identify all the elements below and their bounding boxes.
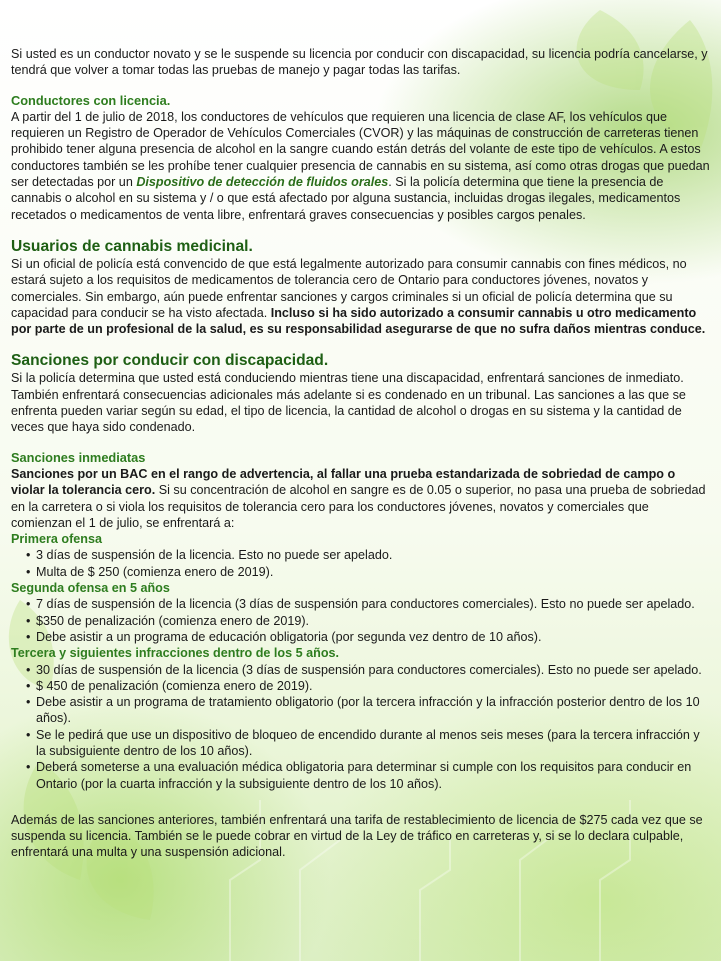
- impaired-driving-sanctions-heading: Sanciones por conducir con discapacidad.: [11, 352, 329, 370]
- oral-fluid-device-term: Dispositivo de detección de fluidos orales: [136, 175, 389, 190]
- list-item: • Multa de $ 250 (comienza enero de 2019).: [26, 564, 711, 580]
- list-item: • 7 días de suspensión de la licencia (3 días de suspensión para conductores comerciales). Esto no puede ser apelado.: [26, 596, 711, 612]
- list-item: • Debe asistir a un programa de educación obligatoria (por segunda vez dentro de 10 años).: [26, 629, 711, 645]
- document-body: [11, 46, 711, 861]
- list-item: • Se le pedirá que use un dispositivo de bloqueo de encendido durante al menos seis meses (para la tercera infracción y la subsiguiente dentro de los 10 años).: [26, 727, 711, 760]
- list-item: • 30 días de suspensión de la licencia (3 días de suspensión para conductores comerciales). Esto no puede ser apelado.: [26, 662, 711, 678]
- impaired-driving-sanctions-paragraph: Si la policía determina que usted está conduciendo mientras tiene una discapacidad, enfrentará sanciones de inmediato. También enfrentará consecuencias adicionales más adelante si es condenado en un tribunal. Las sanciones a las que se enfrenta pueden variar según su edad, el tipo de licencia, la cantidad de alcohol o drogas en su sistema y la cantidad de veces que haya sido condenado.: [11, 371, 686, 435]
- list-item: • $ 450 de penalización (comienza enero de 2019).: [26, 678, 711, 694]
- third-offense-heading: Tercera y siguientes infracciones dentro de los 5 años.: [11, 646, 340, 661]
- intro-paragraph: Si usted es un conductor novato y se le suspende su licencia por conducir con discapacidad, su licencia podría cancelarse, y tendrá que volver a tomar todas las pruebas de manejo y pagar todas las tarifas.: [11, 47, 708, 78]
- list-item: • Deberá someterse a una evaluación médica obligatoria para determinar si cumple con los requisitos para conducir en Ontario (por la cuarta infracción y la subsiguiente dentro de los 10 años).: [26, 759, 711, 792]
- immediate-sanctions-heading: Sanciones inmediatas: [11, 449, 146, 465]
- third-offense-list: [11, 662, 711, 792]
- list-item: • 3 días de suspensión de la licencia. Esto no puede ser apelado.: [26, 547, 711, 563]
- closing-paragraph: Además de las sanciones anteriores, también enfrentará una tarifa de restablecimiento de licencia de $275 cada vez que se suspenda su licencia. También se le puede cobrar en virtud de la Ley de tráfico en carreteras y, si se lo declara culpable, enfrentará una multa y una suspensión adicional.: [11, 812, 703, 860]
- first-offense-list: [11, 547, 711, 580]
- list-item: • $350 de penalización (comienza enero de 2019).: [26, 613, 711, 629]
- list-item: • Debe asistir a un programa de tratamiento obligatorio (por la tercera infracción y la infracción posterior dentro de los 10 años).: [26, 694, 711, 727]
- medical-cannabis-heading: Usuarios de cannabis medicinal.: [11, 237, 253, 255]
- second-offense-list: [11, 596, 711, 645]
- second-offense-heading: Segunda ofensa en 5 años: [11, 581, 170, 596]
- licensed-drivers-heading: Conductores con licencia.: [11, 92, 171, 108]
- licensed-drivers-paragraph: A partir del 1 de julio de 2018, los conductores de vehículos que requieren una licencia de clase AF, los vehículos que requieren un Registro de Operador de Vehículos Comerciales (CVOR) y las máquinas de construcción de carreteras tienen prohibido tener alguna presencia de alcohol en la sangre cuando están detrás del volante de este tipo de vehículos. A estos conductores también se les prohíbe tener cualquier presencia de cannabis en su sistema, así como otras drogas que puedan ser detectadas por un Dispositivo de detección de fluidos orales. Si la policía determina que tiene la presencia de cannabis o alcohol en su sistema y / o que está afectado por alguna sustancia, incluidas drogas ilegales, medicamentos recetados o medicamentos de venta libre, enfrentará graves consecuencias y posibles cargos penales.: [11, 109, 710, 222]
- medical-cannabis-paragraph: Si un oficial de policía está convencido de que está legalmente autorizado para consumir cannabis con fines médicos, no estará sujeto a los requisitos de medicamentos de tolerancia cero de Ontario para conductores jóvenes, novatos y comerciales. Sin embargo, aún puede enfrentar sanciones y cargos criminales si un oficial de policía determina que su capacidad para conducir se ha visto afectada. Incluso si ha sido autorizado a consumir cannabis u otro medicamento por parte de un profesional de la salud, es su responsabilidad asegurarse de que no sufra daños mientras conduce.: [11, 256, 706, 337]
- immediate-sanctions-paragraph: Sanciones por un BAC en el rango de advertencia, al fallar una prueba estandarizada de sobriedad de campo o violar la tolerancia cero. Si su concentración de alcohol en sangre es de 0.05 o superior, no pasa una prueba de sobriedad en la carretera o si viola los requisitos de tolerancia cero para los conductores jóvenes, novatos y comerciales que comienzan el 1 de julio, se enfrentará a:: [11, 466, 706, 530]
- first-offense-heading: Primera ofensa: [11, 532, 102, 547]
